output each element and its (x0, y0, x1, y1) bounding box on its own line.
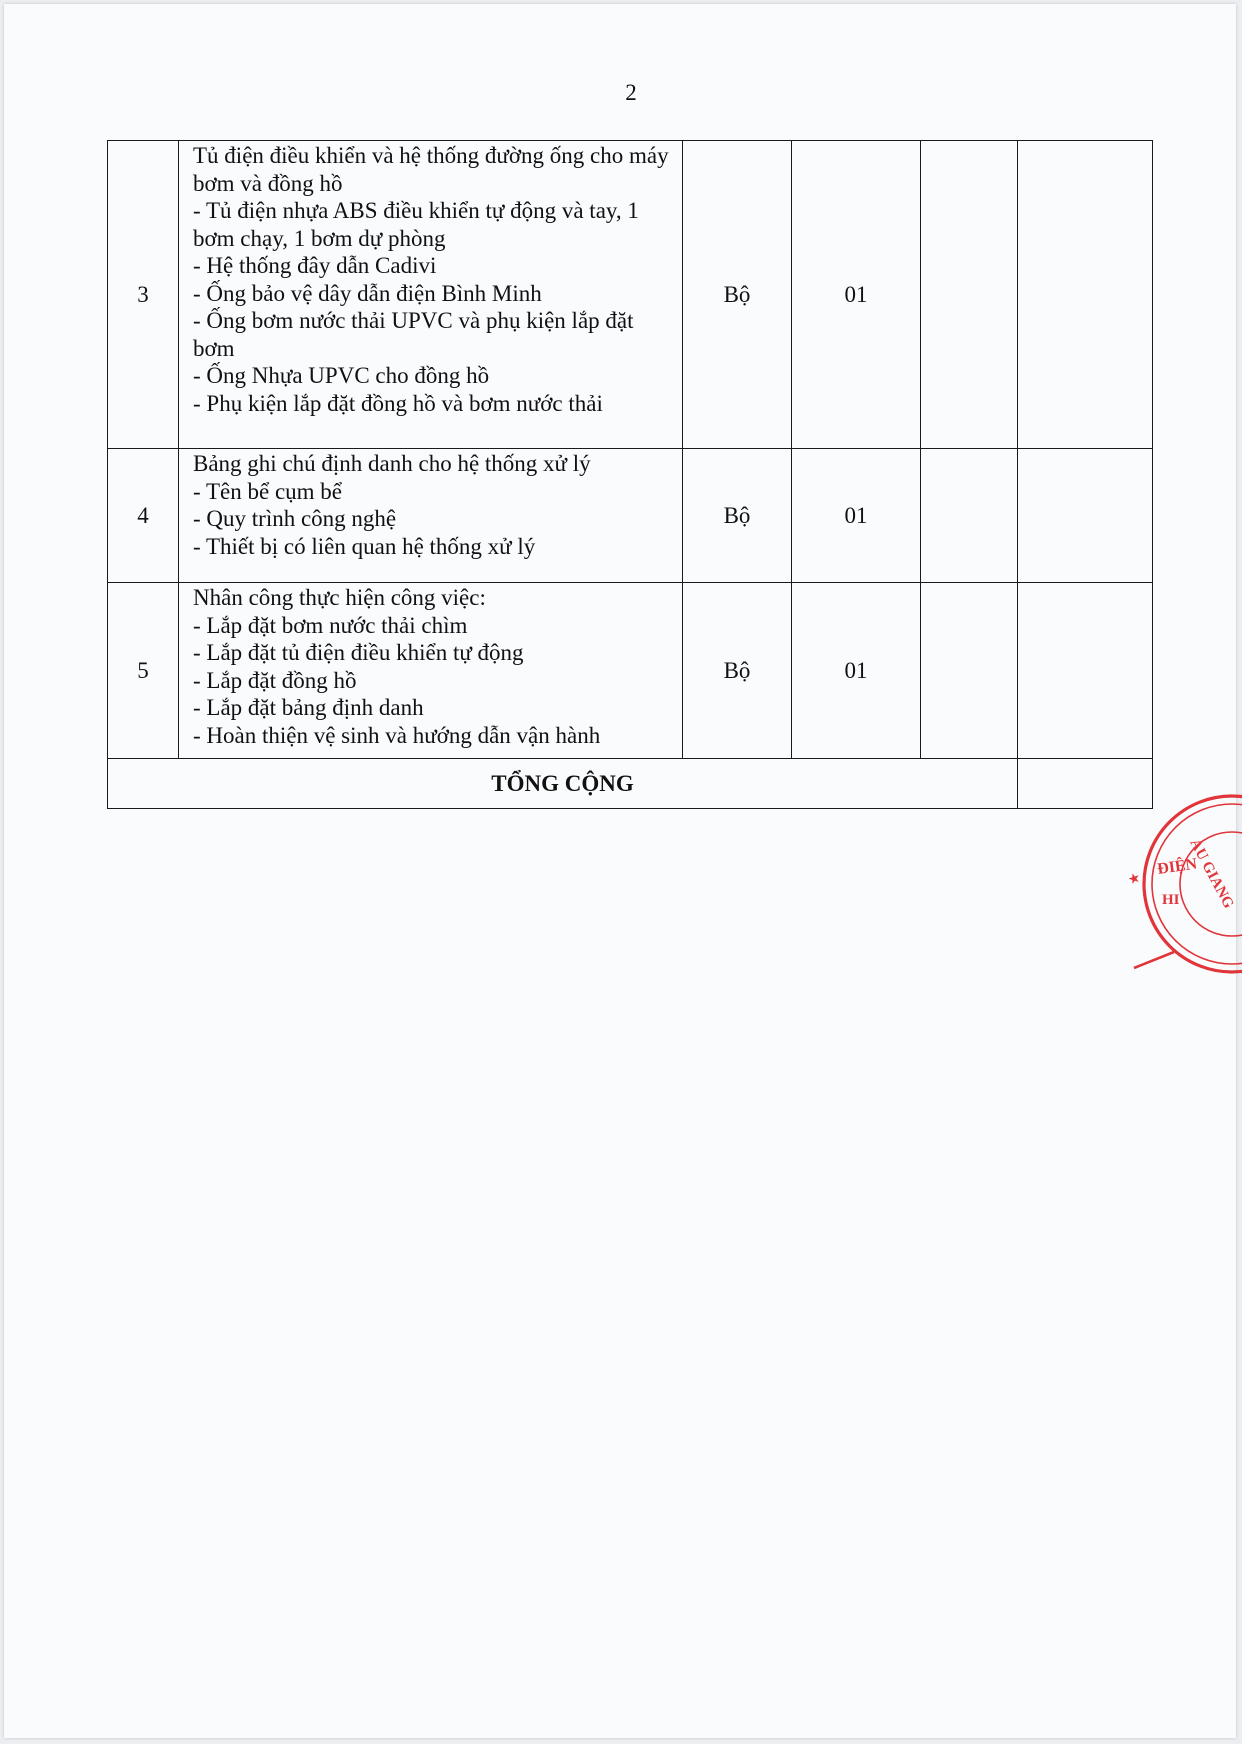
item-detail-line: - Hệ thống đây dẫn Cadivi (193, 253, 437, 278)
svg-text:AU GIANG: AU GIANG (1186, 836, 1237, 912)
seal-graphic (1127, 792, 1237, 978)
quantity-cell: 01 (792, 141, 921, 449)
item-detail-line: - Ống bảo vệ dây dẫn điện Bình Minh (193, 280, 542, 306)
svg-text:ĐIỆN: ĐIỆN (1156, 855, 1199, 878)
unit-price-cell (921, 449, 1018, 583)
item-detail-line: - Tên bể cụm bể (193, 478, 343, 504)
item-detail-line: - Phụ kiện lắp đặt đồng hồ và bơm nước thải (193, 390, 603, 416)
total-row (108, 759, 1153, 809)
svg-text:HI: HI (1162, 892, 1180, 908)
item-detail-line: - Hoàn thiện vệ sinh và hướng dẫn vận hành (193, 722, 601, 748)
row-number-cell: 5 (108, 583, 179, 759)
table-row (108, 449, 1153, 583)
row-number-cell: 4 (108, 449, 179, 583)
amount-cell (1018, 141, 1153, 449)
item-title: Bảng ghi chú định danh cho hệ thống xử lý (193, 451, 591, 476)
description-cell (179, 449, 683, 583)
item-detail-line: - Ống bơm nước thải UPVC và phụ kiện lắp đặt bơm (193, 308, 634, 361)
quantity-cell: 01 (792, 583, 921, 759)
quantity-cell: 01 (792, 449, 921, 583)
unit-price-cell (921, 583, 1018, 759)
item-detail-line: - Quy trình công nghệ (193, 506, 397, 531)
item-detail-line: - Tủ điện nhựa ABS điều khiển tự động và tay, 1 bơm chạy, 1 bơm dự phòng (193, 198, 639, 251)
row-number-cell: 3 (108, 141, 179, 449)
amount-cell (1018, 449, 1153, 583)
unit-cell: Bộ (683, 141, 792, 449)
item-title: Tủ điện điều khiển và hệ thống đường ống cho máy bơm và đồng hồ (193, 143, 669, 196)
description-cell (179, 583, 683, 759)
item-detail-line: - Lắp đặt bơm nước thải chìm (193, 612, 468, 638)
table-row (108, 141, 1153, 449)
page-number: 2 (625, 80, 637, 105)
item-detail-line: - Thiết bị có liên quan hệ thống xử lý (193, 533, 536, 559)
quotation-table (107, 140, 1153, 809)
item-detail-line: - Lắp đặt bảng định danh (193, 695, 424, 720)
item-detail-line: - Ống Nhựa UPVC cho đồng hồ (193, 363, 490, 388)
amount-cell (1018, 583, 1153, 759)
unit-cell: Bộ (683, 583, 792, 759)
description-cell (179, 141, 683, 449)
unit-cell: Bộ (683, 449, 792, 583)
item-detail-line: - Lắp đặt đồng hồ (193, 667, 357, 693)
table-row (108, 583, 1153, 759)
svg-text:★: ★ (1127, 873, 1141, 884)
company-seal-stamp (1127, 792, 1237, 978)
total-label: TỔNG CỘNG (108, 759, 1018, 809)
unit-price-cell (921, 141, 1018, 449)
item-title: Nhân công thực hiện công việc: (193, 585, 486, 610)
document-page (4, 4, 1236, 1738)
item-detail-line: - Lắp đặt tủ điện điều khiển tự động (193, 640, 524, 665)
